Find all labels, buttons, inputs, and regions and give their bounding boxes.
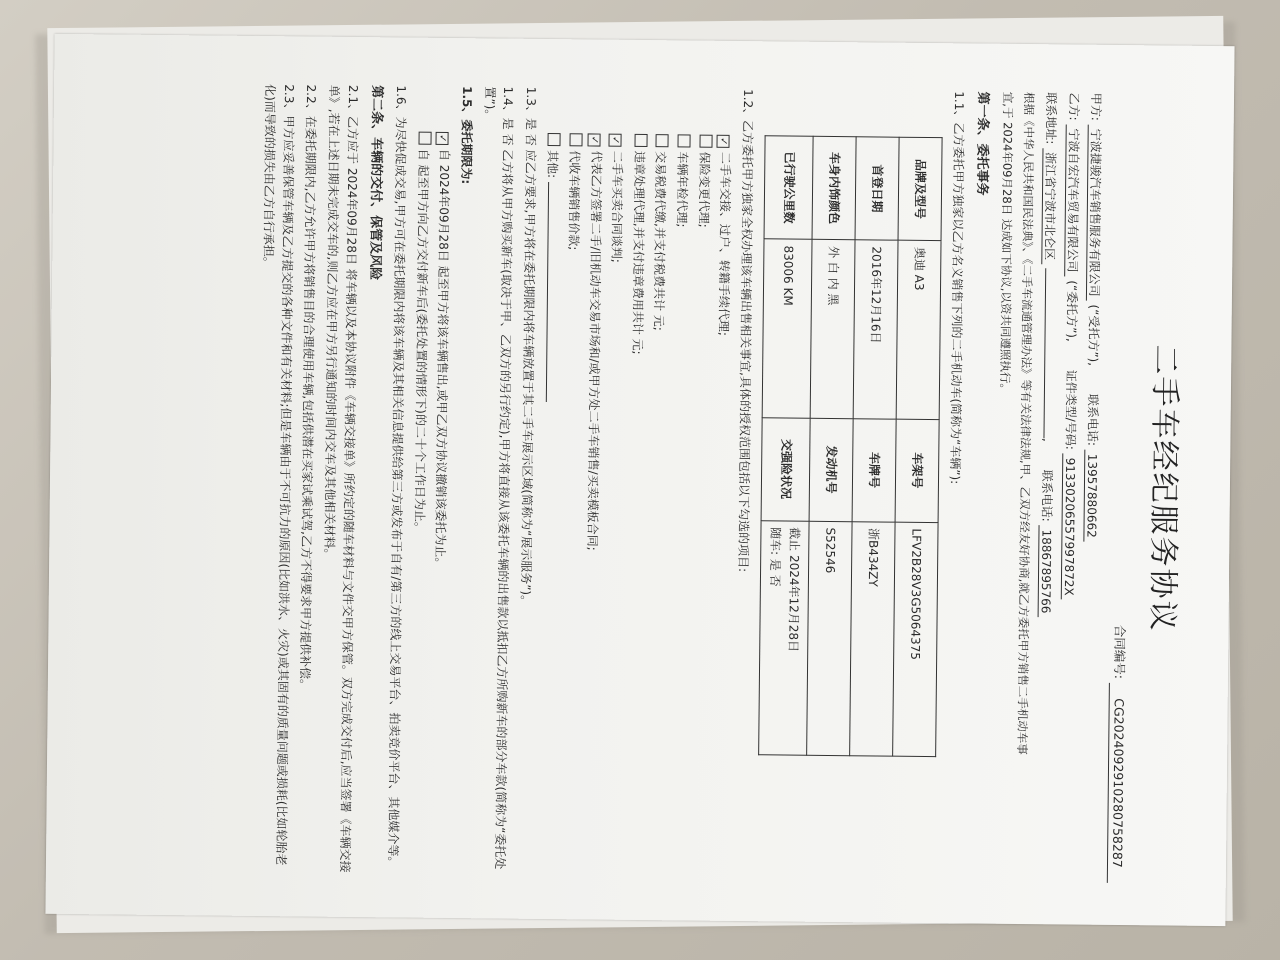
clause-1-5-title: 1.5、委托期限为: [459,86,475,185]
address-label: 联系地址: [1043,92,1059,145]
article-1-heading: 第一条、委托事务 [973,91,990,196]
engine-value: S52546 [807,521,852,756]
color-value: 外 白 内 黑 [810,239,855,418]
checked-box-icon: ✓ [717,135,730,148]
party-b-id-label: 证件类型/号码: [1062,369,1078,450]
insurance-expiry: 截止 2024年12月28日 [786,527,802,653]
checked-box-icon: ✓ [587,133,600,146]
empty-box-icon [570,133,583,146]
option-label: 代表乙方签署二手/旧机动车交易市场和/或甲方处二手车销售/买卖模板合同; [584,150,604,551]
plate-value: 浙B434ZY [850,521,895,756]
empty-box-icon [634,134,647,147]
plate-label: 车牌号 [852,418,896,521]
clause-1-6: 1.6、为尽快促成交易,甲方可在委托期限内将该车辆及其相关信息提供给第三方或发布于自有/第三方的线上交易平台、拍卖竞价平台、其他媒介等。 [386,85,409,869]
checked-box-icon: ✓ [609,134,622,147]
party-b-label: 乙方: [1066,92,1081,121]
brand-value: 奥迪 A3 [896,240,941,419]
term-option-a-label: 自 2024年09月28日 起至甲方将该车辆售出,或甲乙双方协议撤销该委托为止。 [433,148,452,570]
contract-number-value: CG20240929102807582​87 [1107,683,1129,883]
option-label: 其他: [545,149,560,179]
contract-content [248,84,1204,884]
clause-2-1: 2.1、乙方应于 2024年09月28日 将车辆以及本协议附件《车辆交接单》所约定的随车材料与文件交甲方保管。双方完成交付后,应当签署《车辆交接单》,若在上述日期未完成交车的,则乙方应在甲方另行通知的时间内交车及其他相关材料。 [322,84,360,873]
table-row [850,137,899,756]
checked-box-icon: ✓ [436,132,449,145]
table-row [893,137,942,756]
party-b-alias: (“委托方”) [1064,280,1079,339]
option-label: 保险变更代理; [696,151,712,228]
party-a-phone-label: 联系电话: [1085,393,1101,447]
party-a-row: 甲方: 宁波捷骏汽车销售服务有限公司 (“受托方”), 联系电话: 13957880662 [1078,93,1105,883]
basis-line-2: 宜,于 2024年09月28日 达成如下协议,以资共同遵照执行。 [997,91,1015,396]
clause-1-1: 1.1、乙方委托甲方独家以乙方名义销售下列的二手机动车(简称为“车辆”): [947,91,966,485]
vehicle-table [758,135,943,757]
clause-1-3: 1.3、是 否 应乙方要求,甲方将在委托期限内将车辆放置于其二手车展示区域(简称为“展示服务”)。 [518,86,538,608]
mileage-label: 已行驶公里数 [764,136,813,239]
option-label: 交易税费代缴,并支付税费共计 元; [651,151,668,331]
empty-box-icon [678,134,691,147]
mileage-value: 83006 KM [762,239,812,418]
party-a-phone: 13957880662 [1084,450,1100,542]
address-phone-label: 联系电话: [1039,469,1055,522]
basis-line-1: 根据《中华人民共和国民法典》、《二手车流通管理办法》等有关法律法规,甲、乙双方经友好协商,就乙方委托甲方销售二手机动车事 [1015,91,1037,755]
party-a-name: 宁波捷骏汽车销售服务有限公司 [1086,125,1103,301]
option-label: 违章处理代理,并支付违章费用共计 元; [630,150,647,355]
vin-value: LFV2B28V3G5064375 [893,522,938,757]
insurance-value [758,520,809,755]
contract-page [45,34,1234,926]
insurance-label: 交强险状况 [761,417,810,520]
clause-1-2: 1.2、乙方委托甲方独家全权办理该车辆出售相关事宜,具体的授权范围包括以下勾选的项目: [735,89,755,573]
reg-date-value: 2016年12月16日 [853,240,898,419]
color-label: 车身内饰颜色 [812,136,856,239]
brand-label: 品牌及型号 [898,137,942,240]
option-label: 车辆年检代理; [674,151,690,228]
party-b-row: 乙方: 宁波自宏汽车贸易有限公司 (“委托方”), 证件类型/号码: 91330206557997872X [1056,92,1083,882]
vin-label: 车架号 [895,419,939,522]
engine-label: 发动机号 [809,418,853,521]
term-option-b-label: 自 起至甲方向乙方交付新车后(委托处置的情形下)的二十个工作日为止。 [412,148,431,534]
contract-number-row [1107,93,1136,883]
table-row [758,136,813,755]
empty-box-icon [656,134,669,147]
clause-2-3: 2.3、甲方应妥善保管车辆及乙方提交的各种文件和有关材料;但是车辆由于不可抗力的原因(比如洪水、火灾)或其固有的质量问题或损耗(比如轮胎老化)而导致的损失由乙方自行承担。 [261,84,296,866]
empty-box-icon [699,135,712,148]
table-row [807,136,856,755]
clause-1-4: 1.4、是 否 乙方将从甲方购买新车(取决于甲、乙双方的另行约定),甲方将直接从该委托车辆的出售款以抵扣乙方所购新车的部分车款(简称为“委托处置”)。 [482,86,516,870]
address-row: 联系地址: 浙江省宁波市北仑区 , 联系电话: 18867895766 [1033,92,1060,882]
empty-box-icon [418,132,431,145]
contract-number-label: 合同编号: [1112,624,1129,680]
option-label: 代收车辆销售价款; [566,150,582,251]
party-b-name: 宁波自宏汽车贸易有限公司 [1064,124,1081,276]
party-a-alias: (“受托方”) [1086,304,1101,363]
document-title: 二手车经纪服务协议 [1144,344,1183,633]
option-label: 二手车买卖合同谈判; [609,150,625,263]
option-label: 二手车交接、过户、转籍手续代理; [716,151,733,336]
empty-box-icon [548,133,561,146]
insurance-with-car: 随车: 是 否 [768,526,783,587]
party-a-label: 甲方: [1088,92,1104,121]
reg-date-label: 首登日期 [855,137,899,240]
party-b-id: 91330206557997872X [1060,454,1077,600]
article-2-heading: 第二条、车辆的交付、保管及风险 [366,85,384,281]
clause-2-2: 2.2、在委托期限内,乙方允许甲方将销售目的合理使用车辆,包括供潜在买家试乘试驾,乙方不得要求甲方提供补偿。 [298,84,319,692]
address-phone: 18867895766 [1038,525,1054,617]
address-value: 浙江省宁波市北仑区 [1041,148,1057,264]
